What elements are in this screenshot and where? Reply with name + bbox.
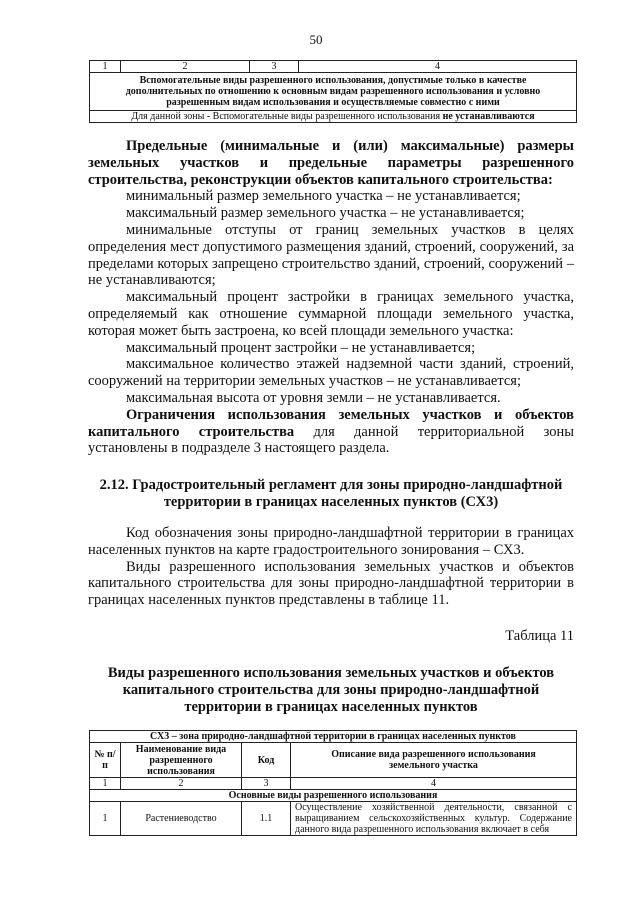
limit-line: минимальный размер земельного участка – не устанавливается;: [126, 188, 521, 205]
col-number: 4: [291, 778, 577, 790]
column-number-row: [90, 778, 577, 790]
table-caption: Таблица 11: [505, 628, 574, 644]
col-number: 3: [250, 61, 299, 73]
section-heading: 2.12. Градостроительный регламент для зоны природно-ландшафтной территории в границах населенных пунктов (СХ3): [99, 477, 563, 510]
restrictions-rest: для данной территориальной зоны установлены в подразделе 3 настоящего раздела.: [88, 423, 574, 457]
header-num: № п/п: [90, 743, 121, 778]
zone-row: СХ3 – зона природно-ландшафтной территории в границах населенных пунктов: [90, 731, 577, 743]
table-11: [89, 730, 577, 836]
limit-line: максимальное количество этажей надземной части зданий, строений, сооружений на территории земельных участков – не устанавливается;: [88, 356, 574, 390]
limit-line: минимальные отступы от границ земельных участков в целях определения мест допустимого размещения зданий, строений, сооружений, за пределами которых запрещено строительство зданий, строений, сооружений – не устанавливаются;: [88, 221, 574, 289]
restrictions-paragraph: [88, 407, 574, 457]
restrictions-bold: Ограничения использования земельных участков и объектов капитального строительства: [88, 406, 574, 440]
limit-line: максимальный размер земельного участка – не устанавливается;: [126, 205, 525, 222]
header-code: Код: [242, 743, 291, 778]
col-number: 2: [121, 778, 242, 790]
row-name: Растениеводство: [121, 802, 242, 836]
limit-line: максимальная высота от уровня земли – не устанавливается.: [126, 389, 501, 406]
top-table: [89, 60, 577, 123]
row-code: 1.1: [242, 802, 291, 836]
section-title: Вспомогательные виды разрешенного использования, допустимые только в качестве дополнительных по отношению к основным видам разрешенного использования и условно разрешенным видам использования и осуществляемые совместно с ними: [90, 73, 577, 111]
limit-line: максимальный процент застройки – не устанавливается;: [126, 339, 476, 356]
header-name: Наименование вида разрешенного использования: [121, 743, 242, 778]
limit-line: максимальный процент застройки в границах земельного участка, определяемый как отношение суммарной площади земельного участка, которая может быть застроена, ко всей площади земельного участка:: [88, 289, 574, 339]
limits-block: [88, 138, 574, 457]
col-number: 2: [121, 61, 250, 73]
col-number: 1: [90, 778, 121, 790]
limits-heading: Предельные (минимальные и (или) максимальные) размеры земельных участков и предельные параметры разрешенного строительства, реконструкции объектов капитального строительства:: [88, 138, 574, 188]
section-paragraph-2: Виды разрешенного использования земельных участков и объектов капитального строительства для зоны природно-ландшафтной территории в границах населенных пунктов представлены в таблице 11.: [88, 558, 574, 609]
header-row: [90, 743, 577, 778]
page-number: 50: [309, 32, 323, 47]
group-row: Основные виды разрешенного использования: [90, 790, 577, 802]
column-number-row: [90, 61, 577, 73]
header-desc: Описание вида разрешенного использования земельного участка: [291, 743, 577, 778]
table-title: Виды разрешенного использования земельных участков и объектов капитального строительства для зоны природно-ландшафтной территории в границах населенных пунктов: [107, 665, 555, 715]
col-number: 3: [242, 778, 291, 790]
col-number: 1: [90, 61, 121, 73]
note-prefix: Для данной зоны - Вспомогательные виды разрешенного использования: [131, 111, 443, 122]
section-body: [88, 525, 574, 609]
row-desc: Осуществление хозяйственной деятельности, связанной с выращиванием сельскохозяйственных культур. Содержание данного вида разрешенного использования включает в себя: [291, 802, 577, 836]
row-num: 1: [90, 802, 121, 836]
zone-note: [90, 111, 577, 123]
col-number: 4: [299, 61, 577, 73]
table-row: [90, 802, 577, 836]
section-paragraph-1: Код обозначения зоны природно-ландшафтной территории в границах населенных пунктов на карте градостроительного зонирования – СХ3.: [88, 525, 574, 558]
note-bold: не устанавливаются: [442, 111, 535, 122]
